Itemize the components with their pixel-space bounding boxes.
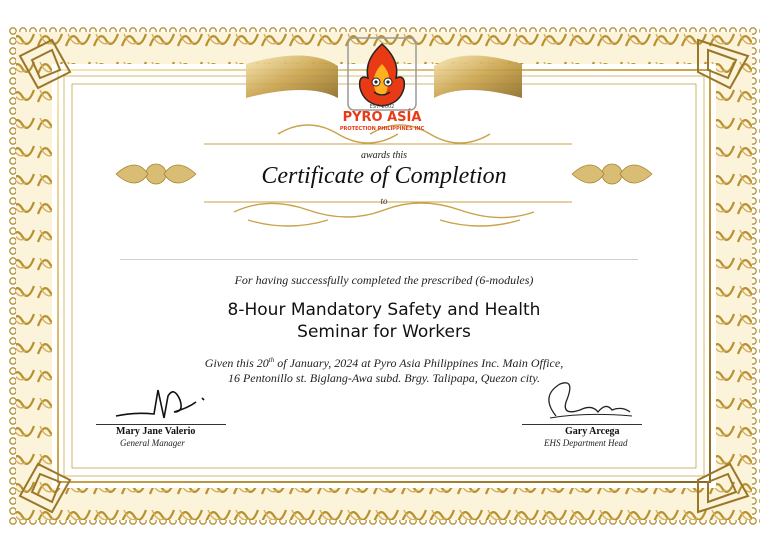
given-date-line — [0, 353, 768, 371]
given-address: 16 Pentonillo st. Biglang-Awa subd. Brgy. Talipapa, Quezon city. — [227, 371, 541, 385]
certificate-title: Certificate of Completion — [261, 163, 507, 189]
given-prefix: Given this 20 — [204, 356, 269, 370]
completion-reason: For having successfully completed the prescribed (6-modules) — [234, 273, 534, 287]
signatory-title-left: General Manager — [120, 438, 185, 448]
signature-mark-left — [114, 382, 214, 426]
awards-text: awards this — [360, 150, 408, 161]
signatory-name-left: Mary Jane Valerio — [116, 426, 196, 437]
given-sup: th — [268, 356, 275, 364]
recipient-name-line — [120, 259, 638, 260]
given-suffix: of January, 2024 at Pyro Asia Philippines Inc. Main Office, — [274, 356, 564, 370]
signatory-title-right: EHS Department Head — [544, 438, 628, 448]
signature-line-left — [96, 424, 226, 425]
signature-line-right — [522, 424, 642, 425]
logo-brand: PYRO ASÍA — [342, 110, 422, 125]
signatory-name-right: Gary Arcega — [565, 426, 620, 437]
course-title-line2: Seminar for Workers — [297, 322, 471, 342]
course-title-line1: 8-Hour Mandatory Safety and Health — [227, 300, 541, 320]
company-logo — [330, 34, 434, 138]
logo-subbrand: PROTECTION PHILIPPINES INC — [339, 126, 425, 132]
signature-mark-right — [536, 376, 636, 426]
to-text: to — [380, 196, 388, 206]
course-title — [0, 299, 768, 343]
logo-est: EST. 2002 — [369, 104, 395, 110]
